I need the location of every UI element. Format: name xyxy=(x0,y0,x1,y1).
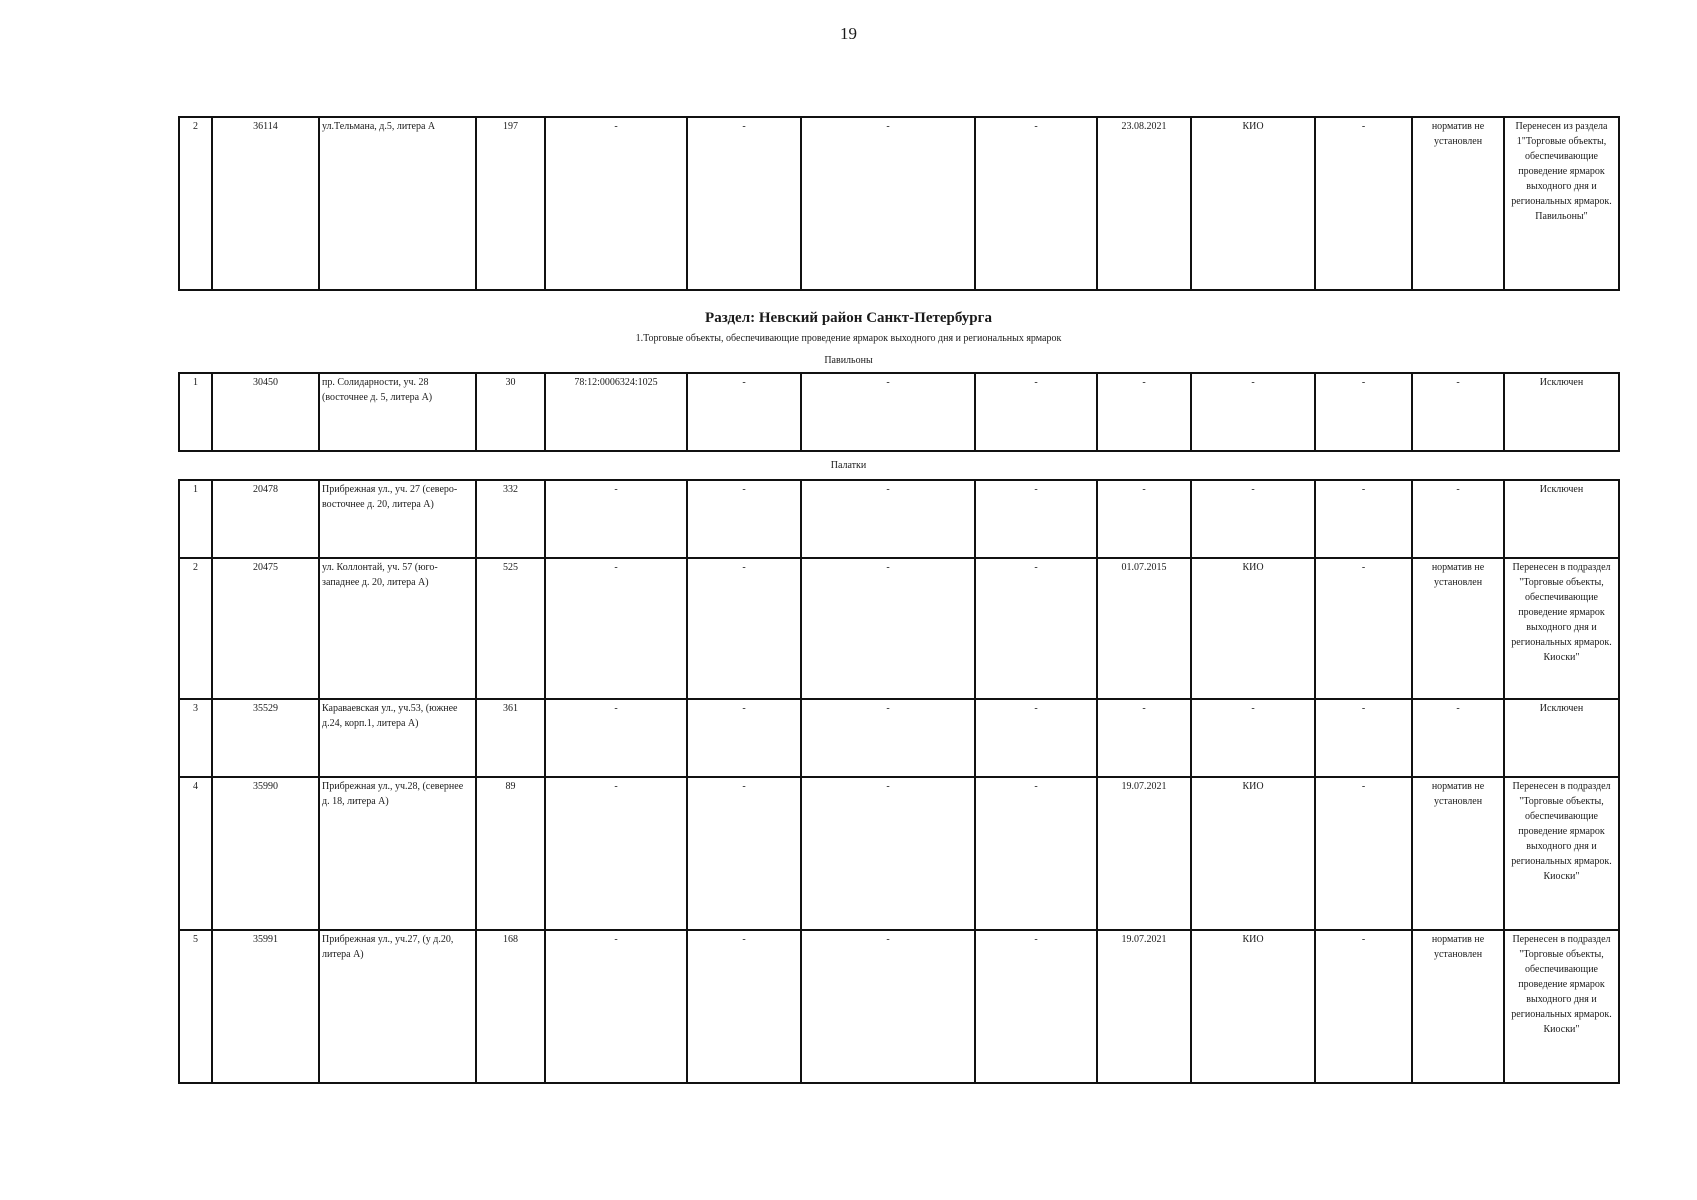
cell-col-7: - xyxy=(801,930,975,1083)
cell-organization: - xyxy=(1191,373,1315,451)
cell-address: ул. Коллонтай, уч. 57 (юго-западнее д. 20, литера А) xyxy=(319,558,476,699)
cell-date: - xyxy=(1097,699,1191,777)
cell-object-code: 35990 xyxy=(212,777,319,930)
table-row xyxy=(179,777,1619,930)
cell-object-code: 20478 xyxy=(212,480,319,558)
cell-area: 197 xyxy=(476,117,545,290)
cell-date: 23.08.2021 xyxy=(1097,117,1191,290)
cell-norm: - xyxy=(1412,480,1504,558)
cell-col-11: - xyxy=(1315,558,1412,699)
cell-col-6: - xyxy=(687,117,801,290)
group-label-tents: Палатки xyxy=(830,460,867,471)
cell-date: 01.07.2015 xyxy=(1097,558,1191,699)
cell-area: 30 xyxy=(476,373,545,451)
cell-col-6: - xyxy=(687,777,801,930)
cell-cadastral-number: 78:12:0006324:1025 xyxy=(545,373,687,451)
cell-area: 89 xyxy=(476,777,545,930)
cell-address: Прибрежная ул., уч.28, (севернее д. 18, литера А) xyxy=(319,777,476,930)
page-number: 19 xyxy=(840,24,857,43)
cell-object-code: 36114 xyxy=(212,117,319,290)
group-label-pavilions: Павильоны xyxy=(824,355,873,366)
section-subtitle: 1.Торговые объекты, обеспечивающие проведение ярмарок выходного дня и региональных ярмарок xyxy=(635,333,1062,344)
cell-col-11: - xyxy=(1315,480,1412,558)
cell-row-number: 1 xyxy=(179,373,212,451)
section-title: Раздел: Невский район Санкт-Петербурга xyxy=(705,310,992,326)
cell-cadastral-number: - xyxy=(545,777,687,930)
cell-col-7: - xyxy=(801,777,975,930)
cell-col-11: - xyxy=(1315,699,1412,777)
cell-note: Исключен xyxy=(1504,373,1619,451)
cell-organization: - xyxy=(1191,480,1315,558)
cell-cadastral-number: - xyxy=(545,480,687,558)
cell-address: Прибрежная ул., уч.27, (у д.20, литера А) xyxy=(319,930,476,1083)
cell-col-6: - xyxy=(687,558,801,699)
cell-address: Прибрежная ул., уч. 27 (северо-восточнее д. 20, литера А) xyxy=(319,480,476,558)
cell-col-6: - xyxy=(687,699,801,777)
cell-col-8: - xyxy=(975,699,1097,777)
table-row xyxy=(179,480,1619,558)
cell-date: - xyxy=(1097,373,1191,451)
table-row xyxy=(179,373,1619,451)
cell-organization: КИО xyxy=(1191,117,1315,290)
cell-col-8: - xyxy=(975,930,1097,1083)
cell-date: 19.07.2021 xyxy=(1097,930,1191,1083)
cell-note: Исключен xyxy=(1504,699,1619,777)
cell-norm: норматив не установлен xyxy=(1412,117,1504,290)
cell-area: 525 xyxy=(476,558,545,699)
cell-date: 19.07.2021 xyxy=(1097,777,1191,930)
cell-cadastral-number: - xyxy=(545,117,687,290)
cell-cadastral-number: - xyxy=(545,930,687,1083)
cell-organization: КИО xyxy=(1191,777,1315,930)
cell-note: Перенесен из раздела 1"Торговые объекты, обеспечивающие проведение ярмарок выходного дня и региональных ярмарок. Павильоны" xyxy=(1504,117,1619,290)
cell-norm: - xyxy=(1412,699,1504,777)
table-row xyxy=(179,558,1619,699)
table-row xyxy=(179,117,1619,290)
cell-note: Перенесен в подраздел "Торговые объекты, обеспечивающие проведение ярмарок выходного дня и региональных ярмарок. Киоски" xyxy=(1504,930,1619,1083)
cell-note: Перенесен в подраздел "Торговые объекты, обеспечивающие проведение ярмарок выходного дня и региональных ярмарок. Киоски" xyxy=(1504,777,1619,930)
cell-col-8: - xyxy=(975,558,1097,699)
cell-row-number: 5 xyxy=(179,930,212,1083)
cell-row-number: 4 xyxy=(179,777,212,930)
cell-object-code: 35529 xyxy=(212,699,319,777)
cell-col-8: - xyxy=(975,117,1097,290)
cell-col-11: - xyxy=(1315,373,1412,451)
cell-note: Исключен xyxy=(1504,480,1619,558)
cell-row-number: 1 xyxy=(179,480,212,558)
cell-norm: норматив не установлен xyxy=(1412,558,1504,699)
cell-col-7: - xyxy=(801,699,975,777)
cell-col-6: - xyxy=(687,930,801,1083)
cell-address: Караваевская ул., уч.53, (южнее д.24, корп.1, литера А) xyxy=(319,699,476,777)
table-row xyxy=(179,699,1619,777)
cell-col-6: - xyxy=(687,480,801,558)
cell-col-8: - xyxy=(975,480,1097,558)
cell-col-7: - xyxy=(801,117,975,290)
cell-row-number: 2 xyxy=(179,558,212,699)
cell-organization: КИО xyxy=(1191,930,1315,1083)
cell-address: пр. Солидарности, уч. 28 (восточнее д. 5, литера А) xyxy=(319,373,476,451)
registry-table-pavilions xyxy=(178,372,1620,452)
cell-note: Перенесен в подраздел "Торговые объекты, обеспечивающие проведение ярмарок выходного дня и региональных ярмарок. Киоски" xyxy=(1504,558,1619,699)
cell-object-code: 20475 xyxy=(212,558,319,699)
cell-area: 332 xyxy=(476,480,545,558)
cell-area: 361 xyxy=(476,699,545,777)
cell-col-11: - xyxy=(1315,777,1412,930)
cell-norm: - xyxy=(1412,373,1504,451)
cell-object-code: 35991 xyxy=(212,930,319,1083)
cell-col-11: - xyxy=(1315,117,1412,290)
cell-norm: норматив не установлен xyxy=(1412,930,1504,1083)
table-row xyxy=(179,930,1619,1083)
cell-col-8: - xyxy=(975,373,1097,451)
cell-cadastral-number: - xyxy=(545,558,687,699)
registry-table-tents xyxy=(178,479,1620,1084)
cell-object-code: 30450 xyxy=(212,373,319,451)
cell-col-8: - xyxy=(975,777,1097,930)
cell-organization: - xyxy=(1191,699,1315,777)
cell-area: 168 xyxy=(476,930,545,1083)
cell-date: - xyxy=(1097,480,1191,558)
cell-address: ул.Тельмана, д.5, литера А xyxy=(319,117,476,290)
cell-col-7: - xyxy=(801,558,975,699)
cell-col-7: - xyxy=(801,373,975,451)
registry-table-top xyxy=(178,116,1620,291)
cell-organization: КИО xyxy=(1191,558,1315,699)
cell-row-number: 2 xyxy=(179,117,212,290)
cell-col-11: - xyxy=(1315,930,1412,1083)
cell-norm: норматив не установлен xyxy=(1412,777,1504,930)
cell-cadastral-number: - xyxy=(545,699,687,777)
cell-row-number: 3 xyxy=(179,699,212,777)
cell-col-6: - xyxy=(687,373,801,451)
cell-col-7: - xyxy=(801,480,975,558)
